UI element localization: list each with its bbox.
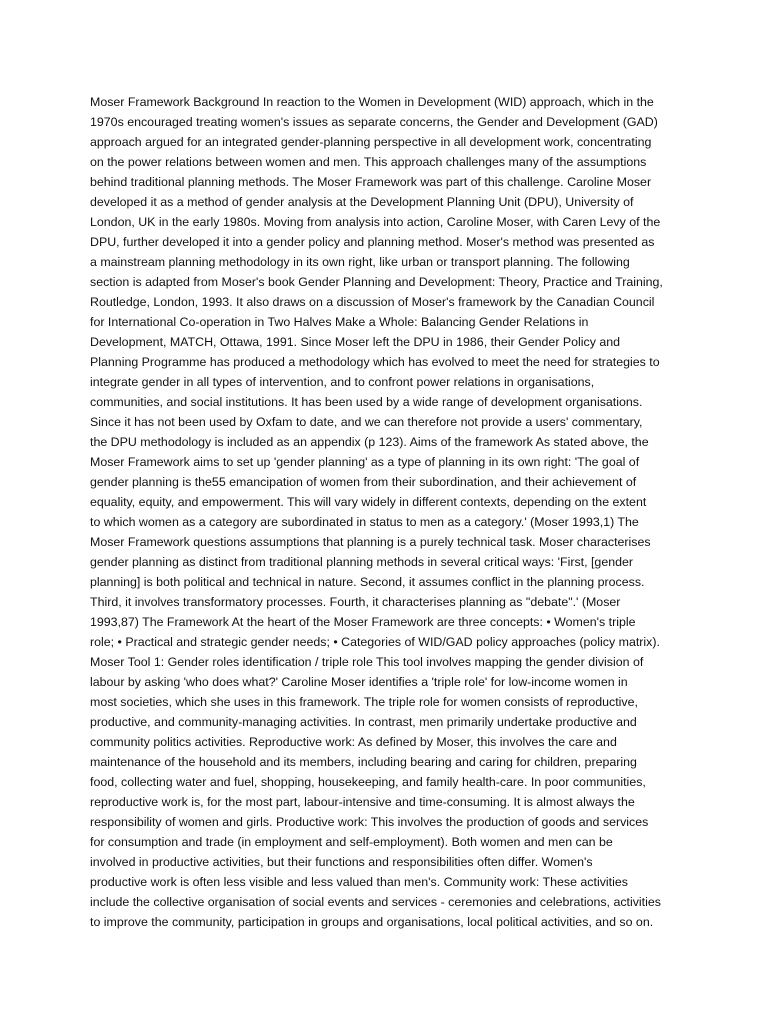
text-line: London, UK in the early 1980s. Moving from analysis into action, Caroline Moser, with Caren Levy of the [90, 215, 661, 229]
text-line: Since it has not been used by Oxfam to date, and we can therefore not provide a users' commentary, [90, 415, 643, 429]
text-line: communities, and social institutions. It has been used by a wide range of development organisations. [90, 395, 643, 409]
text-line: maintenance of the household and its members, including bearing and caring for children, preparing [90, 755, 637, 769]
text-line: responsibility of women and girls. Productive work: This involves the production of goods and services [90, 815, 649, 829]
text-line: reproductive work is, for the most part, labour-intensive and time-consuming. It is almost always the [90, 795, 635, 809]
text-line: Moser Framework aims to set up 'gender planning' as a type of planning in its own right: 'The goal of [90, 455, 640, 469]
text-line: to which women as a category are subordinated in status to men as a category.' (Moser 1993,1) The [90, 515, 639, 529]
text-line: approach argued for an integrated gender-planning perspective in all development work, concentrating [90, 135, 652, 149]
text-line: 1993,87) The Framework At the heart of the Moser Framework are three concepts: • Women's triple [90, 615, 636, 629]
text-line: equality, equity, and empowerment. This will vary widely in different contexts, depending on the extent [90, 495, 647, 509]
text-line: Planning Programme has produced a methodology which has evolved to meet the need for strategies to [90, 355, 660, 369]
text-line: Moser Framework Background In reaction to the Women in Development (WID) approach, which in the [90, 95, 654, 109]
text-line: most societies, which she uses in this framework. The triple role for women consists of reproductive, [90, 695, 638, 709]
text-line: 1970s encouraged treating women's issues as separate concerns, the Gender and Development (GAD) [90, 115, 658, 129]
text-line: the DPU methodology is included as an appendix (p 123). Aims of the framework As stated above, the [90, 435, 649, 449]
text-line: role; • Practical and strategic gender needs; • Categories of WID/GAD policy approaches (policy matrix). [90, 635, 660, 649]
text-line: to improve the community, participation in groups and organisations, local political activities, and so on. [90, 915, 654, 929]
text-line: include the collective organisation of social events and services - ceremonies and celebrations, activities [90, 895, 661, 909]
text-line: Development, MATCH, Ottawa, 1991. Since Moser left the DPU in 1986, their Gender Policy and [90, 335, 621, 349]
text-line: gender planning as distinct from traditional planning methods in several critical ways: 'First, [gender [90, 555, 634, 569]
text-line: food, collecting water and fuel, shopping, housekeeping, and family health-care. In poor communities, [90, 775, 646, 789]
text-line: Routledge, London, 1993. It also draws on a discussion of Moser's framework by the Canadian Council [90, 295, 655, 309]
text-line: community politics activities. Reproductive work: As defined by Moser, this involves the care and [90, 735, 617, 749]
text-line: gender planning is the55 emancipation of women from their subordination, and their achievement of [90, 475, 637, 489]
text-line: a mainstream planning methodology in its own right, like urban or transport planning. The following [90, 255, 630, 269]
text-line: developed it as a method of gender analysis at the Development Planning Unit (DPU), University of [90, 195, 634, 209]
text-line: on the power relations between women and men. This approach challenges many of the assumptions [90, 155, 647, 169]
text-line: labour by asking 'who does what?' Caroline Moser identifies a 'triple role' for low-income women in [90, 675, 628, 689]
text-line: productive, and community-managing activities. In contrast, men primarily undertake productive and [90, 715, 637, 729]
text-line: Moser Framework questions assumptions that planning is a purely technical task. Moser characterises [90, 535, 651, 549]
text-line: section is adapted from Moser's book Gender Planning and Development: Theory, Practice and Training, [90, 275, 663, 289]
text-line: Moser Tool 1: Gender roles identification / triple role This tool involves mapping the gender division of [90, 655, 644, 669]
text-line: for consumption and trade (in employment and self-employment). Both women and men can be [90, 835, 613, 849]
text-line: productive work is often less visible and less valued than men's. Community work: These activities [90, 875, 628, 889]
text-line: Third, it involves transformatory processes. Fourth, it characterises planning as "debate".' (Moser [90, 595, 621, 609]
text-line: DPU, further developed it into a gender policy and planning method. Moser's method was presented as [90, 235, 655, 249]
text-line: for International Co-operation in Two Halves Make a Whole: Balancing Gender Relations in [90, 315, 589, 329]
text-line: planning] is both political and technical in nature. Second, it assumes conflict in the planning process. [90, 575, 645, 589]
text-line: integrate gender in all types of intervention, and to confront power relations in organisations, [90, 375, 595, 389]
body-text [90, 92, 680, 932]
text-line: involved in productive activities, but their functions and responsibilities often differ. Women's [90, 855, 593, 869]
text-line: behind traditional planning methods. The Moser Framework was part of this challenge. Caroline Moser [90, 175, 652, 189]
